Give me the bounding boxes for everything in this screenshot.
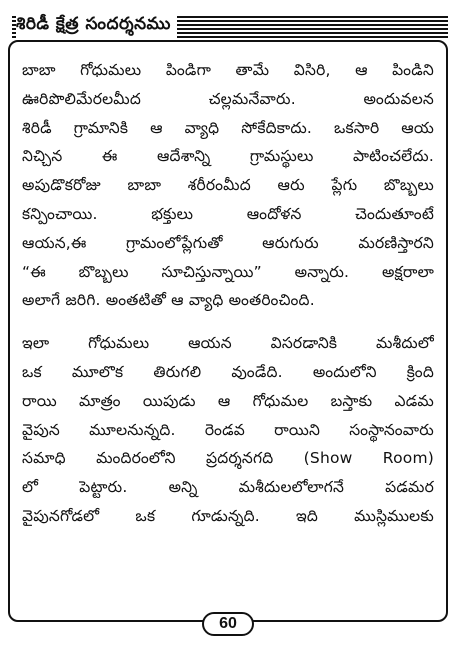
body-text <box>22 56 434 531</box>
page-number: 60 <box>202 612 254 636</box>
text-line: వైపున మూలనున్నది. రెండవ రాయిని సంస్థానంవారు <box>22 420 434 439</box>
text-line: అపుడొకరోజు బాబా శరీరంమీద ఆరు ప్లేగు బొబ్బలు <box>22 176 434 195</box>
text-line: అలాగే జరిగి. అంతటితో ఆ వ్యాధి అంతరించింది. <box>22 291 315 310</box>
text-line: శిరిడీ గ్రామానికి ఆ వ్యాధి సోకేదికాదు. ఒకసారి ఆయ <box>22 118 434 137</box>
text-line: ఒక మూలొక తిరుగలి వుండేది. అందులోని క్రింది <box>22 362 434 381</box>
text-line: సమాధి మందిరంలోని ప్రదర్శనగది (Show Room) <box>22 449 434 468</box>
header-title: శిరిడీ క్షేత్ర సందర్శనము <box>16 14 177 38</box>
text-line: ఇలా గోధుమలు ఆయన విసరడానికి మశీదులో <box>22 334 434 353</box>
text-line: ఆయన,ఈ గ్రామంలోప్లేగుతో ఆరుగురు మరణిస్తారని <box>22 233 434 252</box>
paragraph-1 <box>22 56 434 315</box>
text-line: రాయి మాత్రం యిపుడు ఆ గోధుమల బస్తాకు ఎడమ <box>22 391 434 410</box>
paragraph-2 <box>22 329 434 531</box>
text-line: లో పెట్టారు. అన్ని మశీదులలోలాగనే పడమర <box>22 478 434 497</box>
paragraph-gap <box>22 315 434 329</box>
text-line: “ఈ బొబ్బలు సూచిస్తున్నాయి” అన్నారు. అక్షరాలా <box>22 262 434 281</box>
text-line: కన్పించాయి. భక్తులు ఆందోళన చెందుతూంటే <box>22 204 434 223</box>
text-line: వైపునగోడలో ఒక గూడున్నది. ఇది ముస్లిములకు <box>22 506 434 525</box>
text-line: ఊరిపొలిమేరలమీద చల్లమనేవారు. అందువలన <box>22 89 434 108</box>
text-line: నిచ్చిన ఈ ఆదేశాన్ని గ్రామస్థులు పాటించలేదు. <box>22 147 434 166</box>
running-header <box>12 10 448 44</box>
text-line: బాబా గోధుమలు పిండిగా తామే విసిరి, ఆ పిండిని <box>22 61 434 79</box>
